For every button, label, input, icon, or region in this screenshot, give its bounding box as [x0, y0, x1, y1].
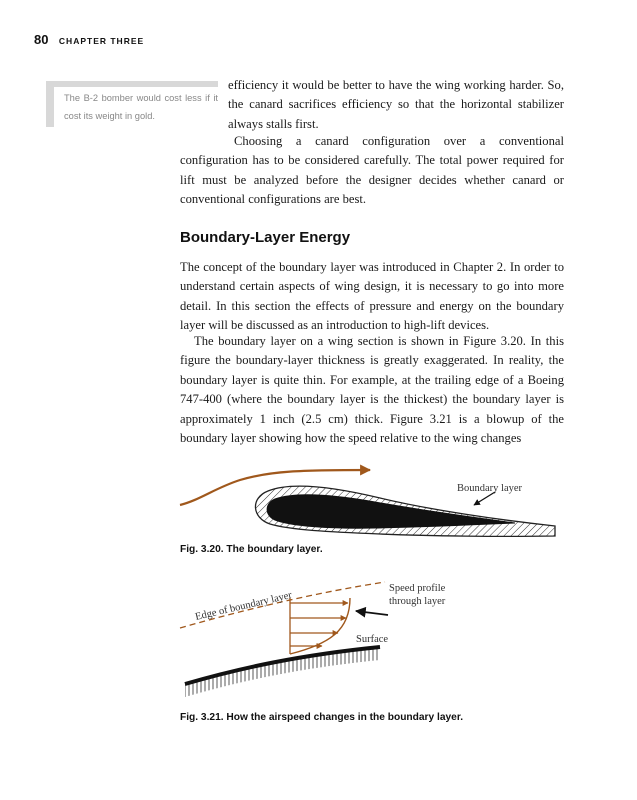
chapter-title: CHAPTER THREE: [58, 36, 145, 46]
paragraph-2: Choosing a canard configuration over a conventional configuration has to be considered carefully. The total power required for lift must be analyzed before the designer decides whether canard or conventional configurations are best.: [180, 134, 564, 207]
figure-3-21-caption: Fig. 3.21. How the airspeed changes in the boundary layer.: [180, 712, 464, 723]
sidenote-text: The B-2 bomber would cost less if it cost its weight in gold.: [64, 93, 218, 121]
page-number: 80: [34, 32, 49, 47]
figure-3-21: [180, 582, 446, 697]
airfoil-body: [267, 495, 515, 528]
speed-profile-pointer: [356, 611, 388, 615]
section-heading: Boundary-Layer Energy: [180, 229, 351, 246]
surface-label: Surface: [356, 634, 389, 645]
boundary-layer-label: Boundary layer: [457, 483, 523, 494]
paragraph-4: The boundary layer on a wing section is shown in Figure 3.20. In this figure the boundary-layer thickness is greatly exaggerated. In reality, the boundary layer is quite thin. For example, at the trailing edge of a Boeing 747-400 (where the boundary layer is the thickest) the boundary layer is approximately 1 inch (2.5 cm) thick. Figure 3.21 is a blowup of the boundary layer showing how the speed relative to the wing changes: [180, 334, 564, 446]
paragraph-1: efficiency it would be better to have the wing working harder. So, the canard sacrifices efficiency so that the horizontal stabilizer always stalls first.: [228, 78, 564, 131]
paragraph-3: The concept of the boundary layer was introduced in Chapter 2. In order to understand certain aspects of wing design, it is necessary to go into more detail. In this section the effects of pressure and energy on the boundary layer will be discussed as an introduction to high-lift devices.: [180, 260, 564, 333]
surface-hatching: [185, 647, 380, 697]
edge-of-boundary-layer-line: [180, 582, 385, 628]
figure-3-20: [180, 470, 555, 536]
figure-3-20-caption: Fig. 3.20. The boundary layer.: [180, 544, 323, 555]
speed-profile-label-2: through layer: [389, 596, 446, 607]
edge-of-boundary-layer-label: Edge of boundary layer: [194, 589, 293, 623]
speed-profile-label-1: Speed profile: [389, 583, 446, 594]
